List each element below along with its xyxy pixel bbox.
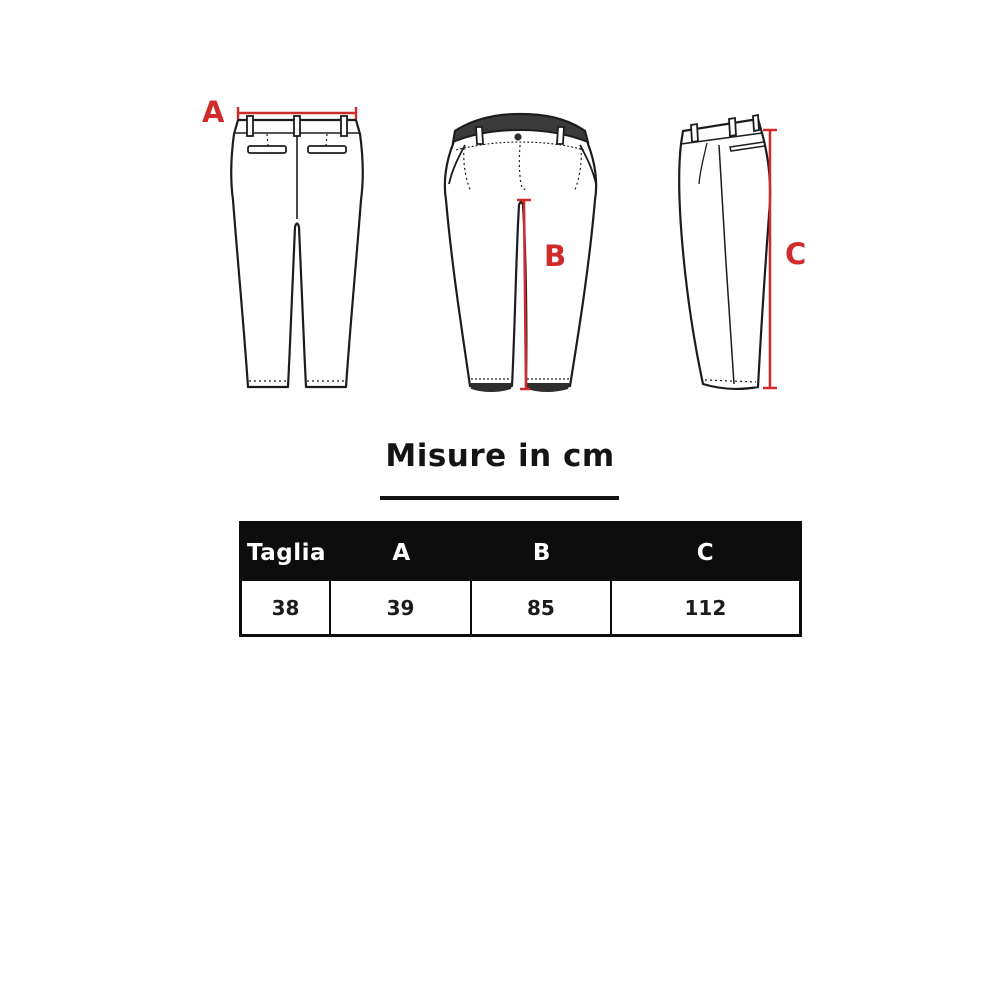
measure-label-b: B xyxy=(544,239,567,273)
front-dark-hems xyxy=(470,383,570,392)
size-table xyxy=(239,521,802,637)
header-cell-taglia: Taglia xyxy=(247,539,327,566)
pants-back-view-drawing xyxy=(222,100,372,400)
measure-label-a: A xyxy=(202,95,225,129)
pants-front-view-drawing xyxy=(440,100,605,400)
waist-button xyxy=(514,133,521,140)
value-cell-a: 39 xyxy=(331,581,472,634)
value-cell-taglia: 38 xyxy=(242,581,331,634)
size-table-row xyxy=(242,581,799,634)
pants-side-view-drawing xyxy=(655,100,790,400)
pants-side-outline xyxy=(679,119,770,389)
value-cell-b: 85 xyxy=(472,581,612,634)
size-table-header xyxy=(242,524,799,581)
header-cell-c: C xyxy=(696,539,715,566)
header-cell-b: B xyxy=(532,539,551,566)
pants-front-outline xyxy=(445,114,596,386)
title-underline xyxy=(380,496,619,500)
measure-label-c: C xyxy=(785,237,807,271)
page-title: Misure in cm xyxy=(385,438,615,474)
header-cell-a: A xyxy=(392,539,411,566)
value-cell-c: 112 xyxy=(684,595,727,620)
